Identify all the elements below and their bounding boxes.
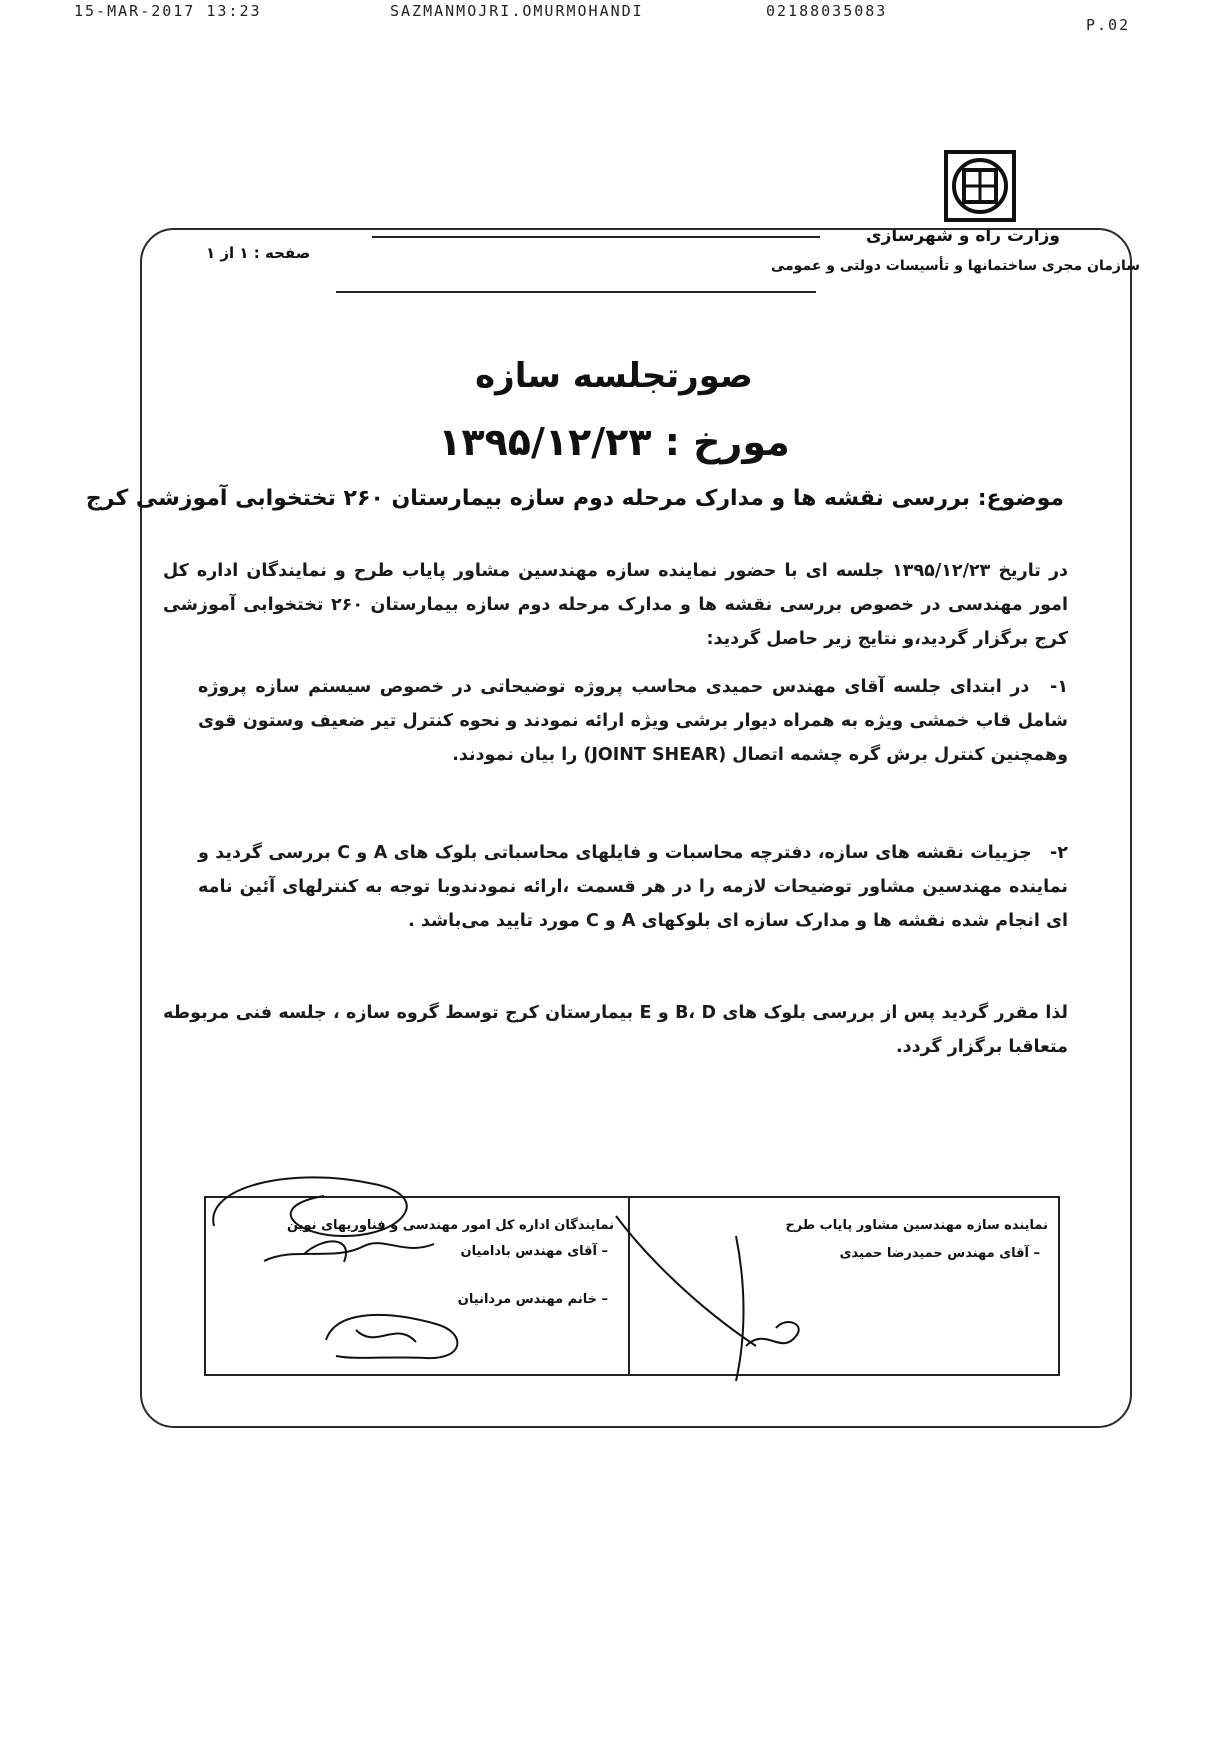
signature-badamian xyxy=(204,1166,444,1276)
fax-sender: SAZMANMOJRI.OMURMOHANDI xyxy=(390,2,644,20)
signature-mardanian xyxy=(316,1300,476,1370)
engineering-office-title: نمایندگان اداره کل امور مهندسی و فناوریهای نوین xyxy=(286,1218,614,1233)
item-number: ۲- xyxy=(1050,843,1068,863)
consultant-rep-title: نماینده سازه مهندسین مشاور پایاب طرح xyxy=(785,1218,1048,1233)
item-text: در ابتدای جلسه آقای مهندس حمیدی محاسب پروژه توضیحاتی در خصوص سیستم سازه پروژه شامل قاب خمشی ویژه به همراه دیوار برشی ویژه ارائه نمودند و نحوه کنترل تیر ضعیف وستون قوی وهمچنین کنترل برش گره چشمه اتصال (JOINT SHEAR) را بیان نمودند. xyxy=(198,677,1068,765)
page-number: صفحه : ۱ از ۱ xyxy=(206,244,311,262)
conclusion-paragraph: لذا مقرر گردید پس از بررسی بلوک های B، D و E بیمارستان کرج توسط گروه سازه ، جلسه فنی مربوطه متعاقبا برگزار گردد. xyxy=(163,1003,1068,1057)
fax-timestamp: 15-MAR-2017 13:23 xyxy=(74,2,262,20)
agency-name: سازمان مجری ساختمانها و تأسیسات دولتی و عمومی xyxy=(770,258,1140,274)
fax-phone: 02188035083 xyxy=(766,2,888,20)
document-date: مورخ : ۱۳۹۵/۱۲/۲۳ xyxy=(438,420,790,464)
ministry-name: وزارت راه و شهرسازی xyxy=(865,226,1060,246)
consultant-rep-member: – آقای مهندس حمیدرضا حمیدی xyxy=(839,1246,1040,1261)
ministry-logo-icon xyxy=(944,150,1016,222)
fax-header xyxy=(0,0,1228,34)
list-item xyxy=(198,670,1068,772)
document-subject: موضوع: بررسی نقشه ها و مدارک مرحله دوم سازه بیمارستان ۲۶۰ تختخوابی آموزشی کرج xyxy=(85,486,1064,511)
engineering-office-member: – خانم مهندس مردانیان xyxy=(457,1292,608,1307)
item-text: جزییات نقشه های سازه، دفترچه محاسبات و فایلهای محاسباتی بلوک های A و C بررسی گردید و نماینده مهندسین مشاور توضیحات لازمه را در هر قسمت ،ارائه نمودندوبا توجه به کنترلهای آئین نامه ای انجام شده نقشه ها و مدارک سازه ای بلوکهای A و C مورد تایید می‌باشد . xyxy=(198,843,1068,931)
signature-hamidi xyxy=(606,1196,806,1386)
engineering-office-member: – آقای مهندس بادامیان xyxy=(460,1244,608,1259)
list-item xyxy=(198,836,1068,938)
item-number: ۱- xyxy=(1050,677,1068,697)
document-title: صورتجلسه سازه xyxy=(475,356,753,396)
fax-page: P.02 xyxy=(1086,16,1131,34)
intro-paragraph: در تاریخ ۱۳۹۵/۱۲/۲۳ جلسه ای با حضور نماینده سازه مهندسین مشاور پایاب طرح و نمایندگان اداره کل امور مهندسی در خصوص بررسی نقشه ها و مدارک مرحله دوم سازه بیمارستان ۲۶۰ تختخوابی آموزشی کرج برگزار گردید،و نتایج زیر حاصل گردید: xyxy=(163,561,1069,649)
